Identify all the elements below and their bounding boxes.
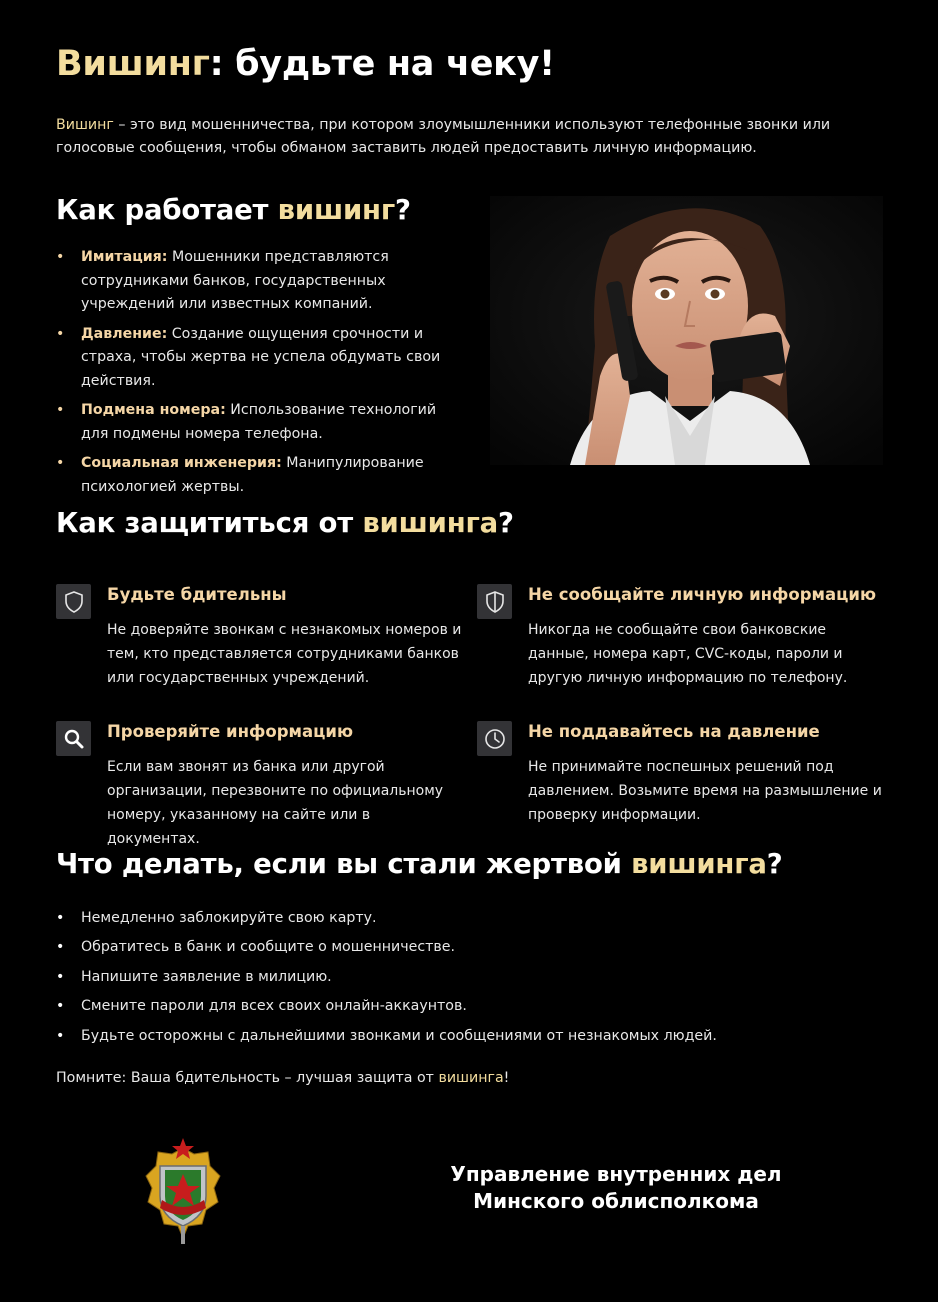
victim-heading — [56, 848, 783, 880]
feature-title: Не поддавайтесь на давление — [528, 722, 820, 741]
intro-text: – это вид мошенничества, при котором злоумышленники используют телефонные звонки или голосовые сообщения, чтобы обманом заставить людей предоставить личную информацию. — [56, 117, 831, 156]
title-rest: : будьте на чеку! — [209, 44, 555, 84]
search-icon — [56, 721, 91, 756]
how-item — [56, 246, 456, 317]
how-item-text: Манипулирование психологией жертвы. — [81, 455, 424, 495]
remember-post: ! — [503, 1070, 510, 1086]
how-item-text: Создание ощущения срочности и страха, чтобы жертва не успела обдумать свои действия. — [81, 325, 441, 389]
org-line-2: Минского облисполкома — [473, 1189, 759, 1213]
feature-text: Не доверяйте звонкам с незнакомых номеров и тем, кто представляется сотрудниками банков или государственных учреждений. — [107, 622, 462, 686]
victim-item: • Напишите заявление в милицию. — [56, 966, 717, 989]
protect-heading-highlight: вишинга — [362, 507, 499, 539]
how-heading-pre: Как работает — [56, 194, 278, 226]
page-title — [56, 44, 555, 84]
how-heading — [56, 194, 411, 226]
victim-item: • Будьте осторожны с дальнейшими звонками и сообщениями от незнакомых людей. — [56, 1025, 717, 1048]
how-item-text: Мошенники представляются сотрудниками банков, государственных учреждений или известных компаний. — [81, 249, 389, 312]
title-highlight: Вишинг — [56, 44, 210, 84]
victim-list — [56, 907, 717, 1054]
org-line-1: Управление внутренних дел — [450, 1162, 782, 1186]
worried-woman-phone-photo — [490, 196, 883, 465]
feature-title: Проверяйте информацию — [107, 722, 353, 741]
remember-note — [56, 1067, 509, 1090]
victim-item: • Немедленно заблокируйте свою карту. — [56, 907, 717, 930]
how-heading-highlight: вишинг — [277, 194, 395, 226]
feature-title: Будьте бдительны — [107, 585, 287, 604]
half-shield-icon — [477, 584, 512, 619]
how-item-term: Давление: — [81, 325, 168, 342]
remember-pre: Помните: Ваша бдительность – лучшая защита от — [56, 1070, 439, 1086]
how-item-term: Имитация: — [81, 249, 168, 265]
protect-heading-pre: Как защититься от — [56, 507, 363, 539]
victim-heading-highlight: вишинга — [631, 848, 767, 880]
clock-icon — [477, 721, 512, 756]
victim-heading-post: ? — [766, 848, 783, 880]
victim-item: • Обратитесь в банк и сообщите о мошенничестве. — [56, 936, 717, 959]
feature-title: Не сообщайте личную информацию — [528, 585, 876, 604]
intro-paragraph — [56, 114, 886, 160]
victim-heading-pre: Что делать, если вы стали жертвой — [56, 848, 632, 880]
organization-name — [420, 1161, 812, 1215]
victim-item: • Смените пароли для всех своих онлайн-аккаунтов. — [56, 995, 717, 1018]
remember-highlight: вишинга — [438, 1070, 504, 1086]
feature-text: Если вам звонят из банка или другой организации, перезвоните по официальному номеру, указанному на сайте или в документах. — [107, 759, 444, 847]
shield-icon — [56, 584, 91, 619]
how-item-term: Подмена номера: — [81, 402, 226, 418]
how-item-term: Социальная инженерия: — [81, 455, 282, 471]
feature-text: Не принимайте поспешных решений под давлением. Возьмите время на размышление и проверку информации. — [528, 759, 882, 823]
feature-text: Никогда не сообщайте свои банковские данные, номера карт, CVC-коды, пароли и другую личную информацию по телефону. — [528, 622, 848, 686]
how-heading-post: ? — [395, 194, 411, 226]
how-item — [56, 452, 456, 499]
intro-highlight: Вишинг — [56, 117, 114, 133]
protect-heading-post: ? — [498, 507, 514, 539]
how-list — [56, 246, 456, 505]
police-emblem-logo — [138, 1130, 228, 1250]
how-item — [56, 399, 456, 446]
how-item-text: Использование технологий для подмены номера телефона. — [81, 402, 437, 442]
protect-heading — [56, 507, 514, 539]
how-item — [56, 323, 456, 394]
